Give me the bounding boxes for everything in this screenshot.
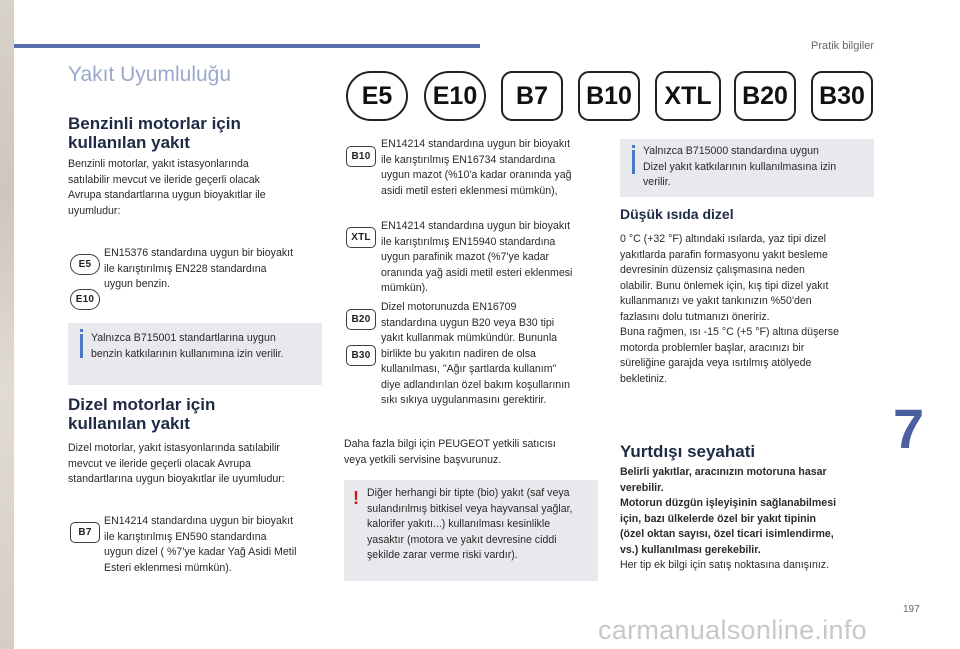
watermark: carmanualsonline.info	[598, 615, 867, 645]
page-title: Yakıt Uyumluluğu	[68, 63, 232, 86]
badge-e10: E10	[70, 289, 100, 310]
xtl-description: EN14214 standardına uygun bir bioyakıt ile karıştırılmış EN15940 standardına uygun parafinik mazot (%7'ye kadar oranında yağ asidi metil esteri eklenmesi mümkün).	[381, 220, 573, 294]
cold-diesel-text: 0 °C (+32 °F) altındaki ısılarda, yaz tipi dizel yakıtlarda parafin formasyonu yakıt besleme devresinin düzensiz çalışmasına neden olabilir. Bunu önlemek için, kış tipi dizel yakıt kullanmanızı ve yakıt tankınızın %50'den fazlasını dolu tutmanızı öneririz. Buna rağmen, ısı -15 °C (+5 °F) altına düşerse motorda problemler başlar, aracınızı bir süreliğine garajda veya ısıtılmış atölyede bekletiniz.	[620, 233, 839, 385]
fuel-badge-b20: B20	[734, 71, 796, 121]
travel-bold-text: Belirli yakıtlar, aracınızın motoruna hasar verebilir. Motorun düzgün işleyişinin sağlanabilmesi için, bazı ülkelerde özel bir yakıt tipinin (özel oktan sayısı, özel ticari isimlendirme, vs.) kullanılması gerekebilir.	[620, 466, 837, 556]
fuel-badge-xtl: XTL	[655, 71, 721, 121]
petrol-additive-note	[68, 323, 322, 385]
header-accent-bar	[14, 44, 480, 48]
b7-description: EN14214 standardına uygun bir bioyakıt ile karıştırılmış EN590 standardına uygun dizel ( %7'ye kadar Yağ Asidi Metil Esteri eklenmesi mümkün).	[104, 515, 297, 574]
fuel-badge-e10: E10	[424, 71, 486, 121]
travel-heading: Yurtdışı seyahati	[620, 442, 756, 461]
cold-diesel-heading: Düşük ısıda dizel	[620, 206, 734, 222]
dealer-info-text: Daha fazla bilgi için PEUGEOT yetkili satıcısı veya yetkili servisine başvurunuz.	[344, 438, 556, 466]
chapter-number: 7	[893, 397, 925, 460]
petrol-intro: Benzinli motorlar, yakıt istasyonlarında satılabilir mevcut ve ileride geçerli olacak Avrupa standartlarına uygun bioyakıtlar ile uyumludur:	[68, 158, 266, 217]
section-name: Pratik bilgiler	[811, 40, 874, 52]
badge-e5: E5	[70, 254, 100, 275]
fuel-badge-b10: B10	[578, 71, 640, 121]
petrol-note-text: Yalnızca B715001 standartlarına uygun benzin katkılarının kullanımına izin verilir.	[91, 332, 284, 360]
badge-b30: B30	[346, 345, 376, 366]
travel-text: Her tip ek bilgi için satış noktasına danışınız.	[620, 559, 830, 571]
info-icon	[80, 334, 83, 358]
warning-text: Diğer herhangi bir tipte (bio) yakıt (saf veya sulandırılmış bitkisel veya hayvansal yağlar, kalorifer yakıtı...) kullanılması kesinlikle yasaktır (motora ve yakıt devresine ciddi şekilde zarar verme riski vardır).	[367, 487, 573, 561]
b10-description: EN14214 standardına uygun bir bioyakıt ile karıştırılmış EN16734 standardına uygun mazot (%10'a kadar oranında yağ asidi metil esteri eklenmesi mümkün),	[381, 138, 572, 197]
info-icon	[632, 150, 635, 174]
warning-icon: !	[353, 488, 359, 508]
diesel-note-text: Yalnızca B715000 standardına uygun Dizel yakıt katkılarının kullanılmasına izin verilir.	[643, 145, 837, 188]
page-number: 197	[903, 604, 920, 615]
badge-b7: B7	[70, 522, 100, 543]
petrol-heading: Benzinli motorlar için kullanılan yakıt	[68, 114, 241, 152]
diesel-heading: Dizel motorlar için kullanılan yakıt	[68, 395, 216, 433]
fuel-badge-b7: B7	[501, 71, 563, 121]
badge-b10: B10	[346, 146, 376, 167]
badge-b20: B20	[346, 309, 376, 330]
biofuel-warning-note	[344, 480, 598, 581]
diesel-intro: Dizel motorlar, yakıt istasyonlarında satılabilir mevcut ve ileride geçerli olacak Avrupa standartlarına uygun bioyakıtlar ile uyumludur:	[68, 442, 285, 485]
page-edge-decoration	[0, 0, 14, 649]
diesel-additive-note	[620, 139, 874, 197]
fuel-badge-b30: B30	[811, 71, 873, 121]
e5-description: EN15376 standardına uygun bir bioyakıt ile karıştırılmış EN228 standardına uygun benzin.	[104, 247, 294, 290]
badge-xtl: XTL	[346, 227, 376, 248]
fuel-badge-e5: E5	[346, 71, 408, 121]
b20-b30-description: Dizel motorunuzda EN16709 standardına uygun B20 veya B30 tipi yakıt kullanmak mümkündür. Bununla birlikte bu yakıtın nadiren de olsa kullanılması, "Ağır şartlarda kullanım" diye adlandırılan özel bakım koşullarının sıkı sıkıya uygulanmasını gerektirir.	[381, 301, 571, 406]
